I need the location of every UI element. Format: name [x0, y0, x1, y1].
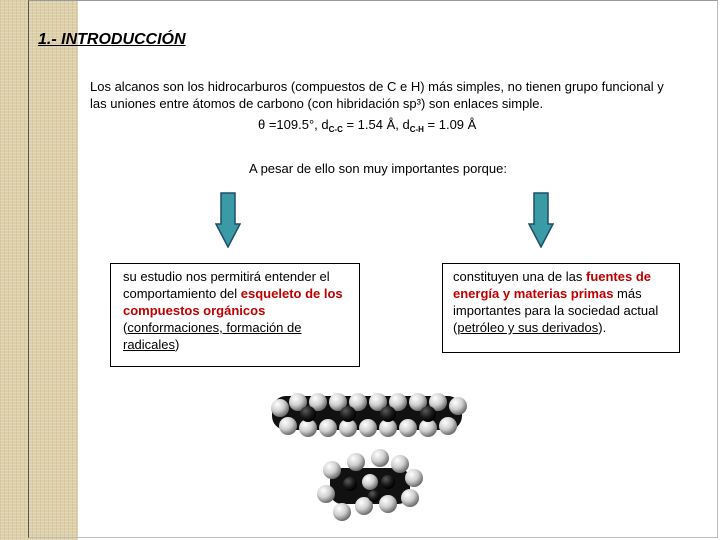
branched-molecule — [317, 449, 423, 521]
reason-box-skeleton — [110, 263, 360, 367]
long-chain-molecule — [271, 393, 467, 437]
subheading: A pesar de ello son muy importantes porque: — [249, 161, 507, 176]
bond-formula — [258, 117, 476, 134]
left-box-text-1: su estudio nos permitirá entender el comportamiento del — [123, 269, 330, 301]
right-box-text-1: constituyen una de las — [453, 269, 586, 284]
right-box-text-2: más importantes para la sociedad actual ( — [453, 286, 659, 335]
alkane-molecule-image — [262, 386, 478, 526]
left-box-text-2: ( — [123, 320, 128, 335]
left-box-underlined: conformaciones, formación de radicales — [123, 320, 302, 352]
page-title: 1.- INTRODUCCIÓN — [38, 31, 186, 48]
formula-sub-ch: C-H — [409, 125, 424, 134]
formula-sub-cc: C-C — [328, 125, 343, 134]
formula-mid: = 1.54 Å, d — [342, 117, 410, 132]
reason-box-energy — [442, 263, 680, 353]
formula-theta: θ =109.5°, d — [258, 117, 329, 132]
left-box-highlight: esqueleto de los compuestos orgánicos — [123, 286, 343, 318]
down-arrow-right-icon — [528, 192, 554, 248]
intro-paragraph: Los alcanos son los hidrocarburos (compuestos de C e H) más simples, no tienen grupo funcional y las uniones entre átomos de carbono (con hibridación sp³) son enlaces simple. — [90, 79, 664, 111]
right-box-text-3: ). — [598, 320, 607, 335]
right-box-underlined: petróleo y sus derivados — [457, 320, 599, 335]
right-box-highlight: fuentes de energía y materias primas — [453, 269, 651, 301]
formula-end: = 1.09 Å — [423, 117, 477, 132]
down-arrow-left-icon — [215, 192, 241, 248]
left-box-text-3: ) — [175, 337, 180, 352]
